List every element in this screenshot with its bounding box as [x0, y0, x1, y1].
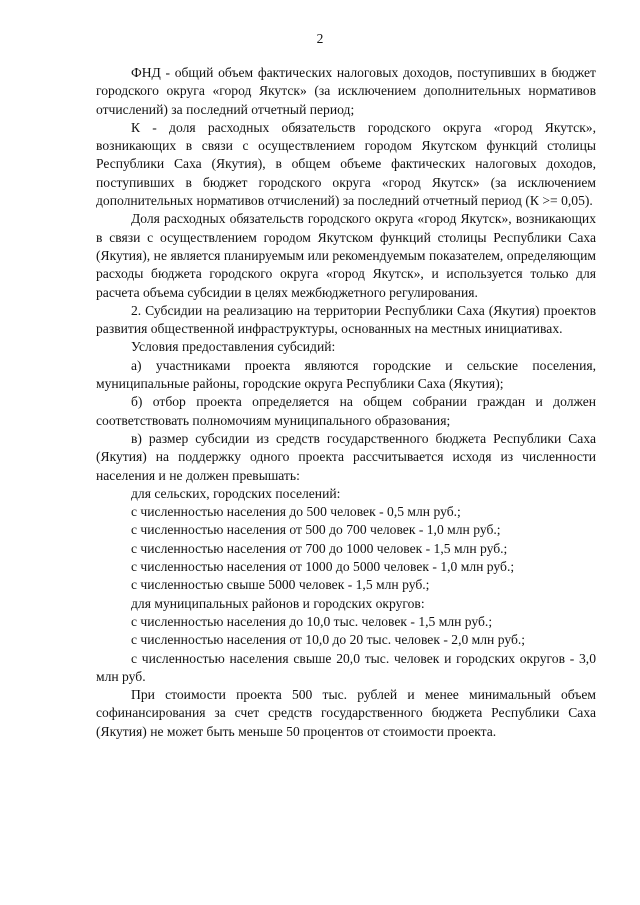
paragraph-condition-b: б) отбор проекта определяется на общем собрании граждан и должен соответствовать полномочиям муниципального образования; — [96, 394, 596, 428]
list-item-settlements-5: с численностью свыше 5000 человек - 1,5 млн руб.; — [131, 577, 430, 593]
list-item-districts-2: с численностью населения от 10,0 до 20 тыс. человек - 2,0 млн руб.; — [131, 632, 526, 648]
paragraph-k-definition: К - доля расходных обязательств городского округа «город Якутск», возникающих в связи с осуществлением городом Якутском функций столицы Республики Саха (Якутия), в общем объеме фактических налоговых доходов, поступивших в бюджет городского округа «город Якутск» (за исключением дополнительных нормативов отчислений) за последний отчетный период (К >= 0,05). — [96, 119, 596, 209]
list-heading-settlements: для сельских, городских поселений: — [131, 485, 341, 501]
list-item-settlements-4: с численностью населения от 1000 до 5000 человек - 1,0 млн руб.; — [131, 559, 515, 575]
document-body — [96, 64, 596, 741]
paragraph-section-2: 2. Субсидии на реализацию на территории Республики Саха (Якутия) проектов развития общественной инфраструктуры, основанных на местных инициативах. — [96, 302, 596, 337]
page-number: 2 — [316, 31, 324, 46]
list-item-settlements-2: с численностью населения от 500 до 700 человек - 1,0 млн руб.; — [131, 522, 501, 538]
paragraph-cofinancing: При стоимости проекта 500 тыс. рублей и менее минимальный объем софинансирования за счет средств государственного бюджета Республики Саха (Якутия) не может быть меньше 50 процентов от стоимости проекта. — [96, 687, 596, 739]
paragraph-condition-c: в) размер субсидии из средств государственного бюджета Республики Саха (Якутия) на поддержку одного проекта рассчитывается исходя из численности населения и не должен превышать: — [96, 430, 596, 483]
paragraph-k-note: Доля расходных обязательств городского округа «город Якутск», возникающих в связи с осуществлением городом Якутском функций столицы Республики Саха (Якутия), не является планируемым или рекомендуемым показателем, определяющим расходы бюджета городского округа «город Якутск», и используется только для расчета объема субсидии в целях межбюджетного регулирования. — [96, 211, 596, 300]
list-item-settlements-3: с численностью населения от 700 до 1000 человек - 1,5 млн руб.; — [131, 540, 508, 556]
list-item-settlements-1: с численностью населения до 500 человек - 0,5 млн руб.; — [131, 504, 461, 520]
list-item-districts-1: с численностью населения до 10,0 тыс. человек - 1,5 млн руб.; — [131, 613, 493, 629]
list-heading-districts: для муниципальных районов и городских округов: — [131, 595, 425, 611]
paragraph-fnd-definition: ФНД - общий объем фактических налоговых доходов, поступивших в бюджет городского округа «город Якутск» (за исключением дополнительных нормативов отчислений) за последний отчетный период; — [96, 65, 596, 117]
paragraph-conditions-heading: Условия предоставления субсидий: — [131, 339, 336, 355]
paragraph-condition-a: а) участниками проекта являются городские и сельские поселения, муниципальные районы, городские округа Республики Саха (Якутия); — [96, 357, 596, 392]
list-item-districts-3: с численностью населения свыше 20,0 тыс. человек и городских округов - 3,0 млн руб. — [96, 650, 596, 684]
